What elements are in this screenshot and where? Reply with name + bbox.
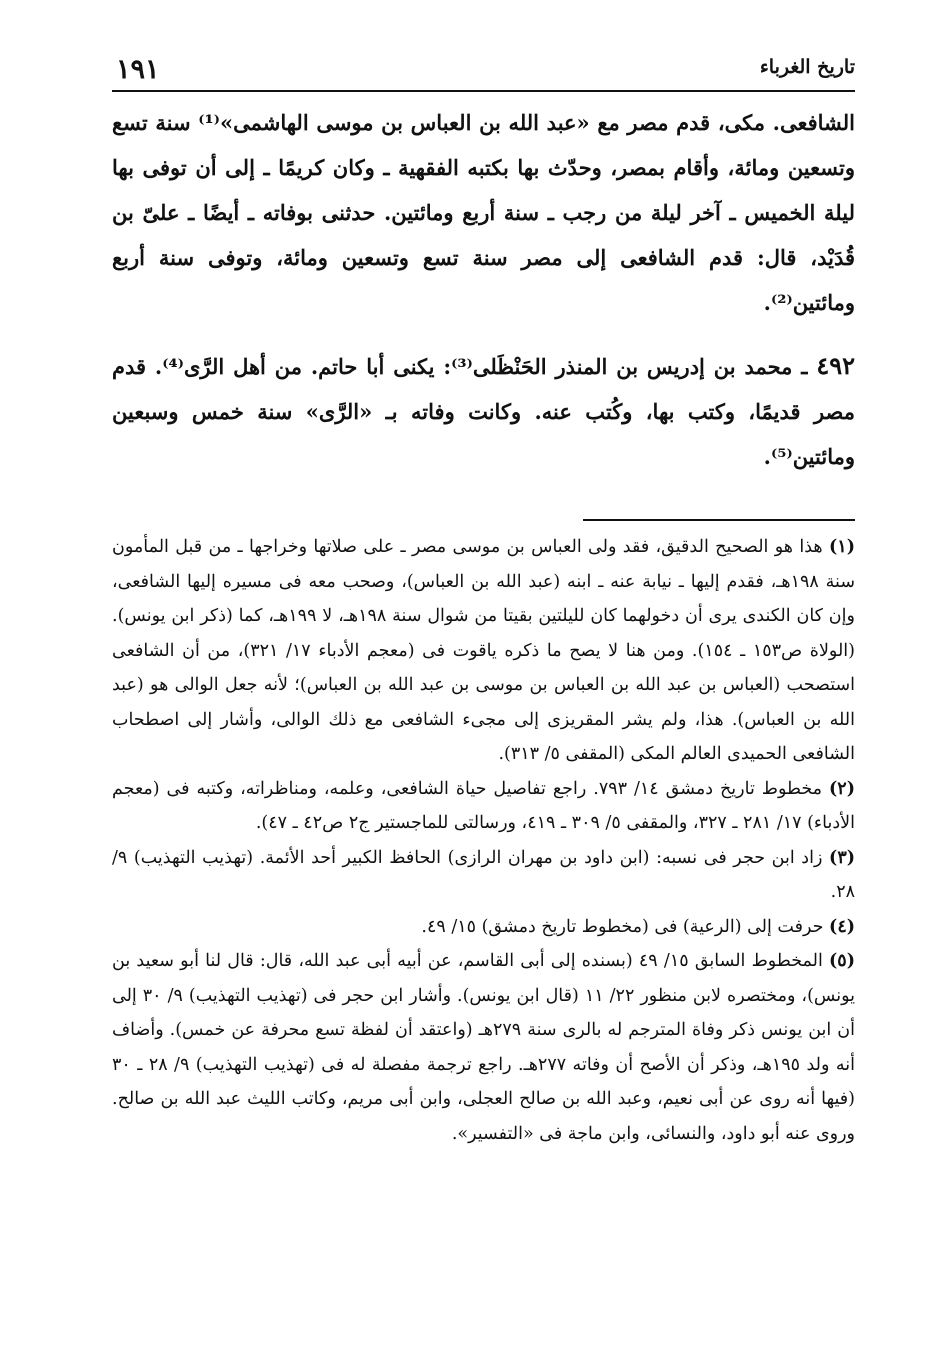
page-number: ١٩١ (116, 54, 160, 85)
paragraph-continuation: الشافعى. مكى، قدم مصر مع «عبد الله بن العباس بن موسى الهاشمى»⁽¹⁾ سنة تسع وتسعين ومائة، وأقام بمصر، وحدّث بها بكتبه الفقهية ـ وكان كريمًا ـ إلى أن توفى بها ليلة الخميس ـ آخر ليلة من رجب ـ سنة أربع ومائتين. حدثنى بوفاته ـ أيضًا ـ علىّ بن قُدَيْد، قال: قدم الشافعى إلى مصر سنة تسع وتسعين ومائة، وتوفى سنة أربع ومائتين⁽²⁾. (112, 110, 855, 315)
running-title: تاريخ الغرباء (759, 56, 855, 78)
footnote-text: المخطوط السابق ١٥/ ٤٩ (بسنده إلى أبى القاسم، عن أبيه أبى عبد الله، قال: قال لنا أبو سعيد بن يونس)، ومختصره لابن منظور ٢٢/ ١١ (قال ابن يونس). وأشار ابن حجر فى (تهذيب التهذيب) ٩/ ٣٠ إلى أن ابن يونس ذكر وفاة المترجم له بالرى سنة ٢٧٩هـ (واعتقد أن لفظة تسع محرفة عن خمس). وأضاف أنه ولد ١٩٥هـ، وذكر أن الأصح أن وفاته ٢٧٧هـ. راجع ترجمة مفصلة له فى (تهذيب التهذيب) ٩/ ٢٨ ـ ٣٠ (فيها أنه روى عن أبى نعيم، وعبد الله بن صالح العجلى، وابن أبى مريم، وكاتب الليث عبد الله بن صالح. وروى عنه أبو داود، والنسائى، وابن ماجة فى «التفسير». (112, 951, 856, 1144)
footnote (112, 841, 855, 910)
biography-entry (112, 343, 855, 479)
page-header (112, 54, 855, 92)
footnote-number: (٢) (829, 778, 855, 799)
footnote-number: (٣) (829, 847, 855, 868)
footnote-separator (583, 519, 855, 521)
main-text (112, 100, 855, 479)
footnote-number: (١) (829, 537, 855, 557)
footnote-text: حرفت إلى (الرعية) فى (مخطوط تاريخ دمشق) ١٥/ ٤٩. (421, 916, 824, 937)
footnote (112, 910, 855, 945)
entry-text: ـ محمد بن إدريس بن المنذر الحَنْظَلى⁽³⁾: يكنى أبا حاتم. من أهل الرَّى⁽⁴⁾. قدم مصر قديمًا، وكتب بها، وكُتب عنه. وكانت وفاته بـ «الرَّى» سنة خمس وسبعين ومائتين⁽⁵⁾. (112, 354, 855, 469)
entry-number: ٤٩٢ (816, 351, 855, 380)
footnote-number: (٥) (829, 951, 855, 971)
footnote-number: (٤) (829, 916, 855, 937)
footnote-text: هذا هو الصحيح الدقيق، فقد ولى العباس بن موسى مصر ـ على صلاتها وخراجها ـ من قبل المأمون سنة ١٩٨هـ، فقدم إليها ـ نيابة عنه ـ ابنه (عبد الله بن العباس)، وصحب معه فى مسيره إليها الشافعى، وإن كان الكندى يرى أن دخولهما كان لليلتين بقيتا من شوال سنة ١٩٨هـ، لا ١٩٩هـ، كما (ذكر ابن يونس). (الولاة ص١٥٣ ـ ١٥٤). ومن هنا لا يصح ما ذكره ياقوت فى (معجم الأدباء ١٧/ ٣٢١)، من أن الشافعى استصحب (العباس بن عبد الله بن العباس بن موسى بن عبد الله بن العباس)؛ لأنه جعل الوالى هو (عبد الله بن العباس). هذا، ولم يشر المقريزى إلى مجىء الشافعى مع ذلك الوالى، وأشار إلى اصطحاب الشافعى الحميدى العالم المكى (المقفى ٥/ ٣١٣). (112, 537, 855, 764)
footnote (112, 530, 855, 772)
footnote (112, 944, 855, 1151)
footnote-text: مخطوط تاريخ دمشق ١٤/ ٧٩٣. راجع تفاصيل حياة الشافعى، وعلمه، ومناظراته، وكتبه فى (معجم الأدباء) ١٧/ ٢٨١ ـ ٣٢٧، والمقفى ٥/ ٣٠٩ ـ ٤١٩، ورسالتى للماجستير ج٢ ص٤٢ ـ ٤٧). (112, 778, 855, 833)
footnotes (112, 530, 855, 1151)
footnote (112, 772, 855, 841)
footnote-text: زاد ابن حجر فى نسبه: (ابن داود بن مهران الرازى) الحافظ الكبير أحد الأئمة. (تهذيب التهذيب) ٩/ ٢٨. (112, 847, 855, 902)
